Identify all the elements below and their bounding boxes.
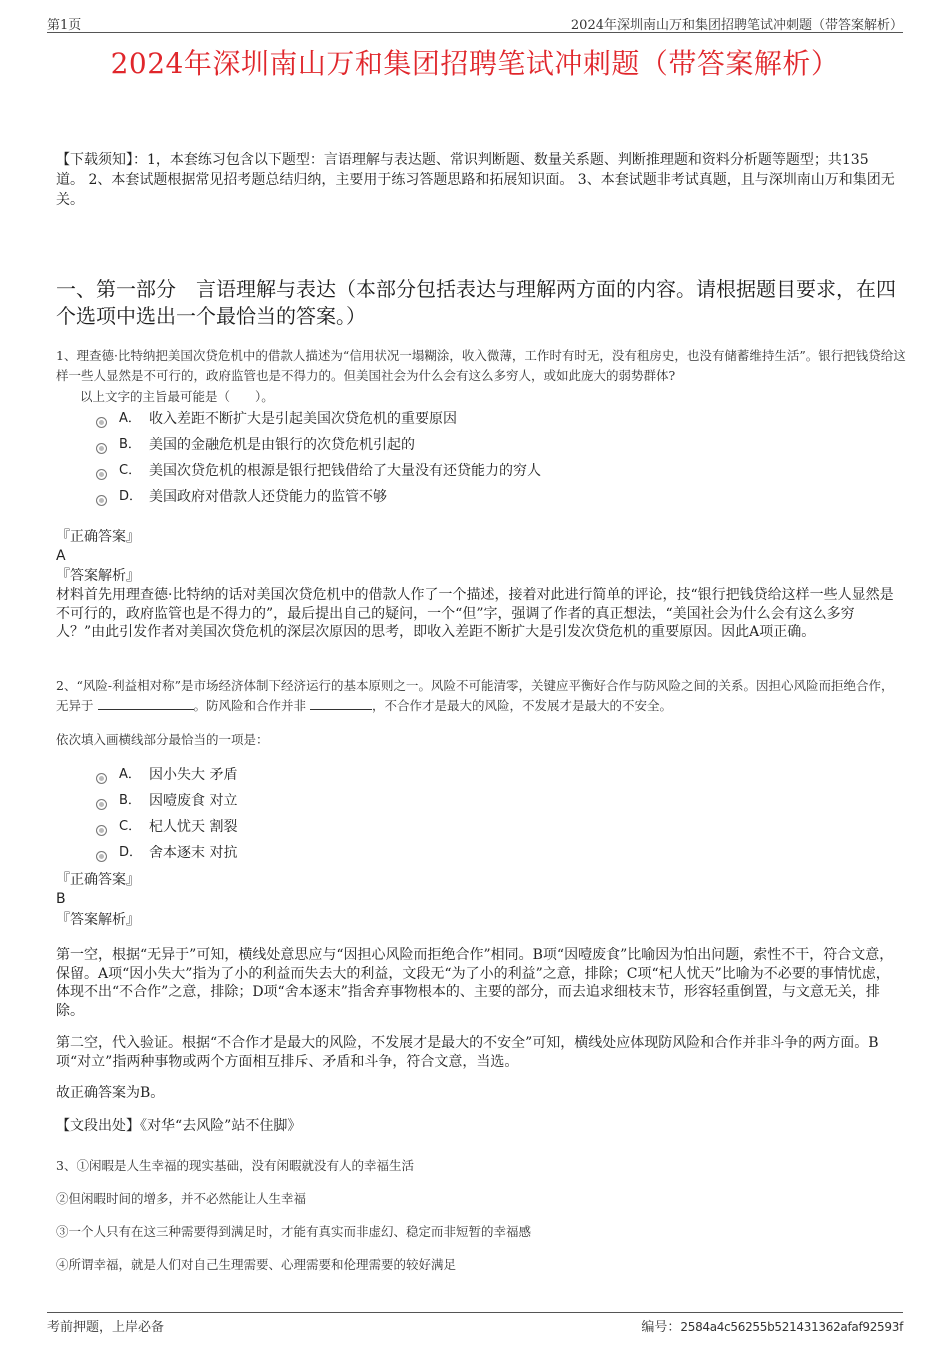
page-footer: [47, 1312, 903, 1333]
question-1-options: [96, 406, 541, 510]
question-2-prompt: 依次填入画横线部分最恰当的一项是：: [56, 732, 269, 747]
question-1-answer: A: [56, 548, 66, 564]
question-1-answer-label: 『正确答案』: [56, 529, 140, 545]
radio-icon[interactable]: [96, 469, 107, 480]
radio-icon[interactable]: [96, 495, 107, 506]
radio-icon[interactable]: [96, 799, 107, 810]
question-2-answer: B: [56, 891, 66, 907]
footer-slogan: 考前押题，上岸必备: [47, 1320, 165, 1335]
question-1-analysis: 材料首先用理查德·比特纳的话对美国次贷危机中的借款人作了一个描述，接着对此进行简单的评论，技“银行把钱贷给这样一些人显然是不可行的，政府监管也是不得力的”，最后提出自己的疑问，一个“但”字，强调了作者的真正想法，“美国社会为什么会有这么多穷人？”由此引发作者对美国次贷危机的深层次原因的思考，即收入差距不断扩大是引发次贷危机的重要原因。因此A项正确。: [56, 587, 894, 640]
question-1-analysis-label: 『答案解析』: [56, 568, 140, 584]
radio-icon[interactable]: [96, 417, 107, 428]
question-1-stem: 1、理查德·比特纳把美国次贷危机中的借款人描述为“信用状况一塌糊涂，收入微薄，工作时有时无，没有租房史，也没有储蓄维持生活”。银行把钱贷给这样一些人显然是不可行的，政府监管也是不得力的。但美国社会为什么会有这么多穷人，或如此庞大的弱势群体?: [56, 348, 906, 383]
radio-icon[interactable]: [96, 773, 107, 784]
page-header: [47, 12, 903, 33]
question-2-option-c[interactable]: C． 杞人忧天 割裂: [96, 814, 237, 840]
question-2-option-d[interactable]: D． 舍本逐末 对抗: [96, 840, 237, 866]
radio-icon[interactable]: [96, 825, 107, 836]
question-1-option-b[interactable]: B． 美国的金融危机是由银行的次贷危机引起的: [96, 432, 541, 458]
header-doc-title: 2024年深圳南山万和集团招聘笔试冲刺题（带答案解析）: [570, 18, 903, 33]
question-1-option-d[interactable]: D． 美国政府对借款人还贷能力的监管不够: [96, 484, 541, 510]
question-2-analysis-2: 第二空，代入验证。根据“不合作才是最大的风险，不发展才是最大的不安全”可知，横线处应体现防风险和合作并非斗争的两方面。B项“对立”指两种事物或两个方面相互排斥、矛盾和斗争，符合文意，当选。: [56, 1035, 879, 1070]
question-1-prompt: 以上文字的主旨最可能是（ ）。: [80, 389, 274, 404]
question-2-analysis-1: 第一空，根据“无异于”可知，横线处意思应与“因担心风险而拒绝合作”相同。B项“因噎废食”比喻因为怕出问题，索性不干，符合文意，保留。A项“因小失大”指为了小的利益而失去大的利益，文段无“为了小的利益”之意，排除；C项“杞人忧天”比喻为不必要的事情忧虑，体现不出“不合作”之意，排除；D项“舍本逐末”指舍弃事物根本的、主要的部分，而去追求细枝末节，形容轻重倒置，与文意无关，排除。: [56, 947, 894, 1019]
radio-icon[interactable]: [96, 443, 107, 454]
question-2-option-a[interactable]: A． 因小失大 矛盾: [96, 762, 237, 788]
question-3-item-2: ②但闲暇时间的增多，并不必然能让人生幸福: [56, 1191, 307, 1206]
question-2-option-b[interactable]: B． 因噎废食 对立: [96, 788, 237, 814]
question-2-source: 【文段出处】《对华“去风险”站不住脚》: [56, 1118, 302, 1134]
footer-code: 编号：2584a4c56255b521431362afaf92593f: [641, 1320, 903, 1335]
page-number: 第1页: [47, 18, 82, 33]
question-3-item-4: ④所谓幸福，就是人们对自己生理需要、心理需要和伦理需要的较好满足: [56, 1257, 457, 1272]
section-heading: 一、第一部分 言语理解与表达（本部分包括表达与理解两方面的内容。请根据题目要求，在四个选项中选出一个最恰当的答案。）: [56, 277, 896, 328]
download-notice: 【下载须知】：1，本套练习包含以下题型：言语理解与表达题、常识判断题、数量关系题、判断推理题和资料分析题等题型；共135道。 2、本套试题根据常见招考题总结归纳，主要用于练习答题思路和拓展知识面。 3、本套试题非考试真题，且与深圳南山万和集团无关。: [56, 152, 895, 208]
question-3-item-1: 3、①闲暇是人生幸福的现实基础，没有闲暇就没有人的幸福生活: [56, 1158, 414, 1173]
question-3-item-3: ③一个人只有在这三种需要得到满足时，才能有真实而非虚幻、稳定而非短暂的幸福感: [56, 1224, 532, 1239]
document-title: 2024年深圳南山万和集团招聘笔试冲刺题（带答案解析）: [110, 47, 840, 80]
question-1-option-a[interactable]: A． 收入差距不断扩大是引起美国次贷危机的重要原因: [96, 406, 541, 432]
question-1-option-c[interactable]: C． 美国次贷危机的根源是银行把钱借给了大量没有还贷能力的穷人: [96, 458, 541, 484]
question-2-conclusion: 故正确答案为B。: [56, 1085, 165, 1101]
question-2-answer-label: 『正确答案』: [56, 872, 140, 888]
question-2-stem: 2、“风险-利益相对称”是市场经济体制下经济运行的基本原则之一。风险不可能清零，关键应平衡好合作与防风险之间的关系。因担心风险而拒绝合作，无异于 。防风险和合作并非 ，不合作才是最大的风险，不发展才是最大的不安全。: [56, 678, 894, 713]
question-2-analysis-label: 『答案解析』: [56, 912, 140, 928]
question-2-options: [96, 762, 237, 866]
radio-icon[interactable]: [96, 851, 107, 862]
blank-1: [98, 697, 194, 710]
blank-2: [310, 697, 372, 710]
